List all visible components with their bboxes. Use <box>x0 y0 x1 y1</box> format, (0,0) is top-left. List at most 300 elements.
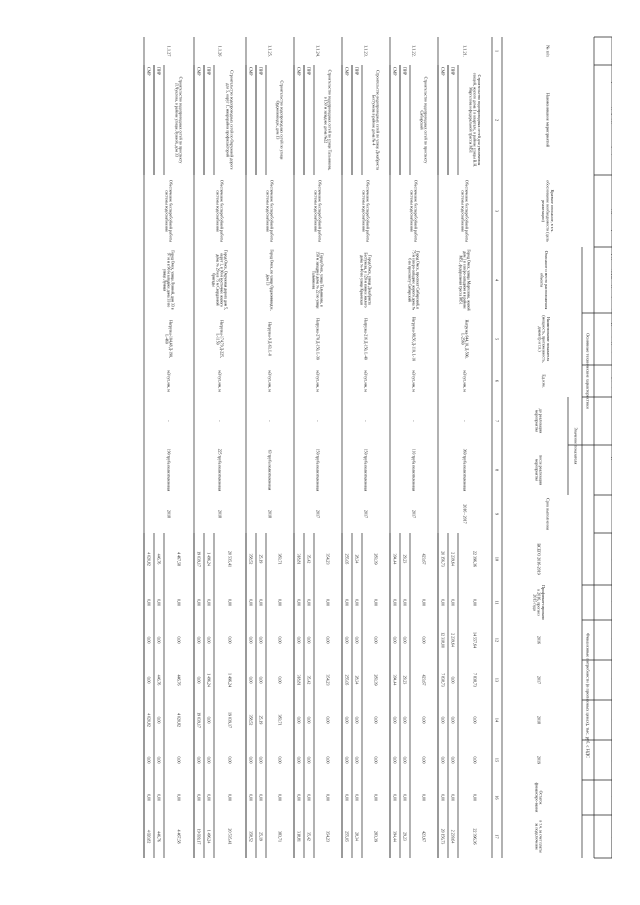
row-sub-fin-value: 318,81 <box>296 831 301 842</box>
header-financed: Профинан-сированок 2016, прогноз2015 года <box>532 585 546 620</box>
row-sub-fin-value: 35,42 <box>306 832 311 841</box>
header-before: до реализациимероприятия <box>534 408 544 434</box>
column-number-8: 8 <box>494 468 500 472</box>
row-fin-value: 0,00 <box>325 636 331 644</box>
header-group-tech: Основные технические характеристики <box>585 333 591 409</box>
row-sub-label: СМР <box>440 67 446 76</box>
row-sub-fin-value: 29,23 <box>402 554 407 564</box>
row-sub-fin-value: 318,81 <box>296 553 301 565</box>
row-sub-fin-value: 0,00 <box>306 716 311 724</box>
row-justification: Обеспечение бесперебойной работысистемы водоснабжения <box>361 179 371 243</box>
row-parameter: Нагрузка-9 Д-63, L-8 <box>267 322 272 356</box>
row-sub-fin-value: 446,76 <box>156 553 161 565</box>
row-fin-value: 0,00 <box>227 794 233 801</box>
row-sub-fin-value: 0,00 <box>296 716 301 724</box>
row-sub-fin-value: 0,00 <box>354 756 359 764</box>
row-sub-fin-value: 28,34 <box>354 554 359 564</box>
row-sub-fin-value: 0,00 <box>156 716 161 724</box>
row-sub-fin-value: 29,23 <box>402 675 407 685</box>
row-sub-fin-value: 4 020,82 <box>146 713 151 727</box>
row-parameter: Нагрузка-174,79 Д-225,L-1150 <box>215 320 224 358</box>
row-sub-fin-value: 394,44 <box>392 831 397 842</box>
row-unit: м3/сут, мм, м <box>217 370 222 392</box>
row-before: - <box>267 420 273 422</box>
column-number-12: 12 <box>494 637 500 643</box>
row-fin-value: 423,67 <box>421 674 427 686</box>
row-fin-value: 19 039,17 <box>227 712 233 728</box>
column-number-17: 17 <box>494 834 500 839</box>
row-sub-fin-value: 0,00 <box>296 756 301 764</box>
row-parameter: Нагрузка-270 Д-150, L-30 <box>315 318 320 360</box>
row-after <box>611 449 612 492</box>
row-sub-fin-value: 0,00 <box>196 756 201 764</box>
row-after: 110 труба полиэтиленовая <box>411 448 416 492</box>
row-sub-fin-value: 0,00 <box>354 599 359 606</box>
row-fin-value: 0,00 <box>176 599 182 606</box>
row-sub-fin-value: 0,00 <box>306 794 311 801</box>
row-fin-value: 0,00 <box>373 599 379 606</box>
row-location: Город Омск, улица Маргелова, жилойдом 1 в северо-западном и в районеМ51, федеральная трасса М51 <box>458 249 471 311</box>
row-sub-fin-value: 20 156,73 <box>440 828 445 845</box>
row-fin-value: 4 020,82 <box>176 713 182 727</box>
row-fin-value: 0,00 <box>176 756 182 764</box>
row-sub-fin-value: 0,00 <box>248 599 253 606</box>
row-number: 1.1.26 <box>217 45 223 57</box>
row-sub-fin-value: 0,00 <box>206 636 211 644</box>
row-sub-fin-value: 318,81 <box>296 674 301 686</box>
row-sub-fin-value: 0,00 <box>206 599 211 606</box>
column-number-10: 10 <box>494 556 500 562</box>
row-location: Город Омск, Окружная дорога дом 5,округ 1, в 90 м восточнее жилогодома № 29 и в 75 м Свердловойбригады <box>211 250 228 310</box>
row-fin-value: 354,23 <box>325 674 331 686</box>
row-fin-value: 0,00 <box>176 794 182 801</box>
row-fin-value: 0,00 <box>373 636 379 644</box>
row-location: Город Омск, улица Лунной, дом 33 в97 м и в 90 м западнее дома 33 поулице Лунная <box>162 250 175 310</box>
row-fin-value: 354,23 <box>325 831 331 842</box>
row-sub-fin-value: 28,34 <box>354 675 359 685</box>
row-term: 2017 <box>411 510 417 518</box>
row-name: Строительство водопроводных сетей по Окружной дорогедля 5, округ 1, микрорайон профилакторий <box>225 70 235 170</box>
row-sub-fin-value: 19 039,17 <box>196 828 201 845</box>
row-sub-label: ПИР <box>156 67 162 76</box>
row-fin-value: 0,00 <box>421 716 427 724</box>
row-justification: Обеспечение бесперебойной работысистемы водоснабжения <box>409 179 419 243</box>
row-fin-value: 0,00 <box>325 599 331 606</box>
row-after: 225 труба полиэтиленовая <box>217 448 222 492</box>
row-sub-label: СМР <box>392 67 398 76</box>
column-number-11: 11 <box>494 600 500 605</box>
row-fin-value: 0,00 <box>325 716 331 724</box>
row-sub-fin-value: 0,00 <box>156 599 161 606</box>
row-sub-fin-value: 0,00 <box>344 716 349 724</box>
row-sub-label: ПИР <box>206 67 212 76</box>
row-sub-fin-value: 394,44 <box>392 674 397 686</box>
row-fin-value: 0,00 <box>472 716 478 724</box>
row-sub-fin-value: 0,00 <box>248 676 253 684</box>
row-fin-value: 383,71 <box>277 714 283 726</box>
column-number-16: 16 <box>494 795 500 800</box>
row-fin-value: 0,00 <box>421 636 427 644</box>
row-sub-fin-value: 358,52 <box>248 831 253 842</box>
row-fin-value: 383,71 <box>277 831 283 842</box>
row-fin-value: 446,76 <box>176 674 182 686</box>
row-after: 150 труба полиэтиленовая <box>315 448 320 492</box>
row-sub-fin-value: 0,00 <box>206 716 211 724</box>
row-sub-fin-value: 0,00 <box>196 636 201 644</box>
row-number: 1.1.25. <box>267 45 273 57</box>
row-location <box>610 250 612 309</box>
row-sub-fin-value: 0,00 <box>354 636 359 644</box>
row-justification <box>611 180 612 242</box>
row-sub-fin-value: 255,05 <box>344 553 349 565</box>
header-after: после реализациимероприятия <box>534 454 544 486</box>
row-sub-fin-value: 0,00 <box>296 794 301 801</box>
row-before: - <box>462 420 468 422</box>
rotated-document-table <box>27 25 612 870</box>
column-number-15: 15 <box>494 757 500 763</box>
row-sub-fin-value: 0,00 <box>344 794 349 801</box>
row-sub-fin-value: 0,00 <box>450 676 455 684</box>
row-sub-fin-value: 0,00 <box>258 756 263 764</box>
row-sub-fin-value: 358,52 <box>248 714 253 726</box>
row-fin-value: 0,00 <box>277 756 283 764</box>
row-fin-value <box>610 716 612 725</box>
row-sub-fin-value: 0,00 <box>392 716 397 724</box>
row-sub-fin-value: 0,00 <box>258 676 263 684</box>
row-fin-value: 1 496,24 <box>227 673 233 687</box>
row-fin-value: 0,00 <box>421 756 427 764</box>
row-sub-fin-value: 0,00 <box>392 599 397 606</box>
row-number: 1.1.21. <box>462 45 468 57</box>
header-2019: 2019 <box>536 756 542 764</box>
row-sub-fin-value: 0,00 <box>306 599 311 606</box>
row-sub-fin-value: 0,00 <box>258 636 263 644</box>
row-fin-value: 0,00 <box>472 756 478 764</box>
row-location: Город Омск, улица ДекабристаБестужева, в 120 м южнее жилогодома № 40 по улице Крымская <box>359 252 372 308</box>
row-number: 1.1.27 <box>166 45 172 57</box>
row-sub-fin-value: 0,00 <box>196 676 201 684</box>
row-sub-label: СМР <box>296 67 302 76</box>
row-before: - <box>166 420 172 422</box>
row-sub-fin-value: 0,00 <box>392 756 397 764</box>
row-sub-fin-value: 2 239,64 <box>450 633 455 647</box>
row-after: 360 труба полиэтиленовая <box>462 448 467 492</box>
column-number-9: 9 <box>494 512 500 516</box>
column-number-7: 7 <box>494 419 500 423</box>
row-sub-fin-value: 0,00 <box>248 794 253 801</box>
row-sub-fin-value: 7 838,73 <box>440 673 445 687</box>
row-justification: Обеспечение бесперебойной работысистемы водоснабжения <box>265 179 275 243</box>
row-fin-value <box>610 599 612 606</box>
row-unit <box>610 370 612 392</box>
row-sub-fin-value: 1 496,24 <box>206 829 211 844</box>
row-before: - <box>363 420 369 422</box>
row-fin-value: 0,00 <box>373 716 379 724</box>
header-other: Остатокфинансиро-вания <box>534 782 544 813</box>
row-fin-value: 0,00 <box>227 756 233 764</box>
row-fin-value <box>610 554 612 565</box>
row-fin-value: 383,71 <box>277 553 283 565</box>
row-sub-fin-value: 0,00 <box>440 794 445 801</box>
row-sub-fin-value: 0,00 <box>258 599 263 606</box>
row-location: Город Омск, проспект Сибирский, в75 м северо-западнее жилого дома №6 по проспекту Сибирский <box>407 249 420 311</box>
row-term: 2017 <box>315 510 321 518</box>
row-sub-fin-value: 1 496,24 <box>206 552 211 566</box>
row-sub-fin-value: 0,00 <box>146 756 151 764</box>
row-sub-fin-value: 0,00 <box>402 756 407 764</box>
header-justification: Краткое описание, в т.ч.обоснование необходимости (цельреализации) <box>541 180 555 242</box>
row-sub-fin-value: 0,00 <box>402 636 407 644</box>
column-number-1: 1 <box>494 49 500 53</box>
row-sub-fin-value: 0,00 <box>146 794 151 801</box>
row-parameter: Нагрузка-104,48 Д-190,L-460 <box>164 320 173 358</box>
row-fin-value: 22 396,36 <box>472 828 478 845</box>
row-location: Город Омск, по улице Орджоникидзе,дом 13 <box>265 249 274 311</box>
row-name: Строительство водопроводных сетей по улицеОрджоникидзе, дом 13 <box>275 80 285 160</box>
row-sub-fin-value: 25,19 <box>258 554 263 564</box>
row-sub-fin-value: 0,00 <box>206 756 211 764</box>
row-fin-value: 22 396,36 <box>472 551 478 567</box>
header-term: Срок выполнения <box>545 498 551 530</box>
column-number-6: 6 <box>494 379 500 383</box>
table-text <box>146 45 612 853</box>
row-sub-fin-value: 0,00 <box>248 636 253 644</box>
row-before: - <box>315 420 321 422</box>
row-sub-fin-value: 0,00 <box>402 716 407 724</box>
row-sub-fin-value: 0,00 <box>248 756 253 764</box>
row-fin-value: 0,00 <box>277 676 283 684</box>
row-name: Строительство водопроводных сетей по проспектуСибирский <box>419 76 429 164</box>
header-parameter: Наименование показателя(мощность, протяженность,диаметр и т.п.) <box>537 315 551 363</box>
row-sub-label: ПИР <box>258 67 264 76</box>
row-fin-value: 0,00 <box>176 636 182 644</box>
column-number-5: 5 <box>494 337 500 341</box>
row-sub-fin-value: 0,00 <box>258 794 263 801</box>
row-justification: Обеспечение бесперебойной работысистемы водоснабжения <box>215 179 225 243</box>
row-parameter: Нагрузка-944,10, Д-500,L-2560 <box>460 319 469 359</box>
row-sub-fin-value: 0,00 <box>206 794 211 801</box>
row-sub-fin-value: 0,00 <box>392 636 397 644</box>
row-sub-fin-value: 0,00 <box>156 794 161 801</box>
row-sub-fin-value: 0,00 <box>450 599 455 606</box>
row-sub-fin-value: 0,00 <box>440 756 445 764</box>
row-sub-fin-value: 35,42 <box>306 675 311 685</box>
header-name: Наименование мероприятий <box>545 92 551 148</box>
row-term <box>611 510 612 518</box>
row-number: 1.1.23. <box>363 45 369 57</box>
row-sub-fin-value: 4 020,82 <box>146 552 151 566</box>
row-location: Город Омск, улица Тальникова, в150 м западнее дома № 22 по улицеТальникова <box>311 251 324 309</box>
header-group-finance: Финансовые потребности (в прогнозных ценах), тыс. руб. с НДС <box>585 633 591 758</box>
column-number-3: 3 <box>494 209 500 213</box>
column-number-14: 14 <box>494 717 500 723</box>
row-name: Строительство водопроводных сетей по проспектуЛ.Чуклова, в районе улицы Лунной, дом 33 <box>174 76 184 164</box>
row-fin-value <box>610 637 612 644</box>
row-fin-value: 0,00 <box>277 794 283 801</box>
row-fin-value: 354,23 <box>325 553 331 565</box>
header-2017: 2017 <box>536 676 542 684</box>
row-sub-label: ПИР <box>306 67 312 76</box>
row-term: 2018 <box>166 510 172 518</box>
row-sub-fin-value: 0,00 <box>156 636 161 644</box>
row-justification: Обеспечение бесперебойной работысистемы водоснабжения <box>313 179 323 243</box>
row-sub-fin-value: 0,00 <box>156 756 161 764</box>
row-sub-fin-value: 0,00 <box>440 716 445 724</box>
row-fin-value: 423,67 <box>421 553 427 565</box>
row-fin-value <box>610 755 612 766</box>
row-fin-value <box>610 677 612 684</box>
row-name: Строительство водопроводных сетей по улице ДекабристаБестужева в районе дома № 4 <box>371 70 381 170</box>
row-before: - <box>411 420 417 422</box>
row-sub-fin-value: 35,42 <box>306 554 311 564</box>
column-number-2: 2 <box>494 118 500 122</box>
row-after: 190 труба полиэтиленовая <box>166 448 171 492</box>
row-sub-label: СМР <box>196 67 202 76</box>
row-fin-value: 0,00 <box>472 599 478 606</box>
row-unit: м3/сут, мм, м <box>411 370 416 392</box>
row-term: 2018 <box>217 510 223 518</box>
row-fin-value: 0,00 <box>227 599 233 606</box>
header-unit: Ед.изм. <box>541 374 547 388</box>
row-fin-value: 0,00 <box>227 636 233 644</box>
row-sub-fin-value: 25,19 <box>258 715 263 725</box>
row-sub-fin-value: 0,00 <box>402 599 407 606</box>
row-sub-fin-value: 0,00 <box>402 794 407 801</box>
row-unit: м3/сут, мм, м <box>267 370 272 392</box>
row-sub-fin-value: 394,44 <box>392 553 397 565</box>
row-sub-fin-value: 446,76 <box>156 831 161 842</box>
row-sub-fin-value: 255,05 <box>344 674 349 686</box>
row-unit: м3/сут, мм, м <box>363 370 368 392</box>
row-number <box>611 46 612 57</box>
row-sub-label: ПИР <box>450 67 456 76</box>
row-fin-value: 7 838,73 <box>472 673 478 687</box>
row-sub-fin-value: 28,34 <box>354 832 359 841</box>
row-fin-value: 20 535,41 <box>227 551 233 567</box>
row-fin-value: 0,00 <box>325 756 331 764</box>
activities-table <box>27 25 612 870</box>
row-before: - <box>217 420 223 422</box>
row-fin-value: 0,00 <box>325 794 331 801</box>
row-sub-fin-value: 0,00 <box>146 676 151 684</box>
row-sub-fin-value: 0,00 <box>344 756 349 764</box>
row-sub-fin-value: 20 156,73 <box>440 551 445 567</box>
header-total: ВСЕГО 2016-2019 <box>536 543 542 575</box>
row-sub-fin-value: 19 039,17 <box>196 712 201 728</box>
row-sub-fin-value: 12 318,00 <box>440 632 445 648</box>
header-2016: 2016 <box>536 636 542 644</box>
row-sub-fin-value: 0,00 <box>146 636 151 644</box>
row-fin-value: 423,67 <box>421 831 427 842</box>
row-unit: м3/сут, мм, м <box>462 370 467 392</box>
row-fin-value: 14 557,64 <box>472 632 478 648</box>
header-group-values: Значение показателя <box>573 427 579 465</box>
row-sub-fin-value: 0,00 <box>306 756 311 764</box>
row-sub-fin-value: 0,00 <box>296 599 301 606</box>
row-sub-fin-value: 0,00 <box>344 636 349 644</box>
row-sub-label: СМР <box>248 67 254 76</box>
header-2018: 2018 <box>536 716 542 724</box>
row-sub-label: ПИР <box>402 67 408 76</box>
row-fin-value: 283,39 <box>373 553 379 565</box>
row-fin-value <box>610 831 612 842</box>
row-term: 2017 <box>363 510 369 518</box>
column-number-4: 4 <box>494 278 500 282</box>
row-name: Строительство водопроводных сетей по улице Тальникова,в 150 м западнее дома №22 <box>323 69 333 171</box>
row-number: 1.1.24. <box>315 45 321 57</box>
row-sub-fin-value: 0,00 <box>450 794 455 801</box>
header-incl: в т.ч. за счет платыза подключение <box>534 820 544 853</box>
row-sub-fin-value: 0,00 <box>354 794 359 801</box>
row-fin-value: 0,00 <box>421 794 427 801</box>
row-fin-value: 0,00 <box>277 636 283 644</box>
row-fin-value <box>610 794 612 801</box>
row-sub-fin-value: 358,52 <box>248 553 253 565</box>
row-fin-value: 0,00 <box>421 599 427 606</box>
row-parameter <box>610 317 612 361</box>
row-sub-fin-value: 255,05 <box>344 831 349 842</box>
row-sub-fin-value: 0,00 <box>344 599 349 606</box>
row-name <box>611 77 612 162</box>
row-unit: м3/сут, мм, м <box>166 370 171 392</box>
header-num: № п/п <box>545 45 551 57</box>
row-fin-value: 4 467,58 <box>176 552 182 566</box>
row-sub-fin-value: 0,00 <box>196 794 201 801</box>
row-fin-value: 0,00 <box>373 756 379 764</box>
row-fin-value: 4 467,58 <box>176 829 182 844</box>
column-number-13: 13 <box>494 677 500 683</box>
row-term: 2016 - 2017 <box>462 504 468 524</box>
row-sub-fin-value: 446,76 <box>156 674 161 686</box>
row-sub-fin-value: 0,00 <box>306 636 311 644</box>
header-location: Описание и место расположенияобъекта <box>539 250 549 310</box>
row-fin-value: 283,39 <box>373 674 379 686</box>
row-fin-value: 0,00 <box>472 794 478 801</box>
row-justification: Обеспечение бесперебойной работысистемы водоснабжения <box>460 179 470 243</box>
row-sub-fin-value: 0,00 <box>450 716 455 724</box>
row-unit: м3/сут, мм, м <box>315 370 320 392</box>
row-sub-fin-value: 0,00 <box>146 599 151 606</box>
row-sub-fin-value: 1 496,24 <box>206 673 211 687</box>
row-sub-fin-value: 29,23 <box>402 832 407 841</box>
row-fin-value: 0,00 <box>277 599 283 606</box>
row-parameter: Нагрузка-216 Д-150, L-40 <box>363 318 368 360</box>
row-justification: Обеспечение бесперебойной работысистемы водоснабжения <box>164 179 174 243</box>
row-sub-fin-value: 19 039,17 <box>196 551 201 567</box>
row-sub-fin-value: 0,00 <box>354 716 359 724</box>
row-sub-fin-value: 0,00 <box>450 756 455 764</box>
row-fin-value: 0,00 <box>373 794 379 801</box>
row-sub-fin-value: 0,00 <box>196 599 201 606</box>
row-fin-value: 283,39 <box>373 831 379 842</box>
row-sub-fin-value: 2 239,64 <box>450 829 455 844</box>
row-sub-fin-value: 25,19 <box>258 832 263 841</box>
row-sub-fin-value: 0,00 <box>392 794 397 801</box>
row-sub-label: СМР <box>146 67 152 76</box>
row-sub-label: ПИР <box>354 67 360 76</box>
row-fin-value: 20 535,41 <box>227 828 233 845</box>
row-number: 1.1.22. <box>411 45 417 57</box>
row-sub-fin-value: 0,00 <box>440 599 445 606</box>
row-sub-label: СМР <box>344 67 350 76</box>
row-term: 2018 <box>267 510 273 518</box>
row-parameter: Нагрузка-98,56 Д-110, L-10 <box>411 316 416 362</box>
row-sub-fin-value: 4 020,82 <box>146 829 151 844</box>
row-sub-fin-value: 0,00 <box>296 636 301 644</box>
row-after: 150 труба полиэтиленовая <box>363 448 368 492</box>
row-sub-fin-value: 2 239,64 <box>450 552 455 566</box>
row-name: Строительство водопроводных сетей для увеличениясекций, жилого дома 1 в квартале, в районе улицы В.Н.Маргелова и федеральной трассы М51 <box>468 72 482 168</box>
